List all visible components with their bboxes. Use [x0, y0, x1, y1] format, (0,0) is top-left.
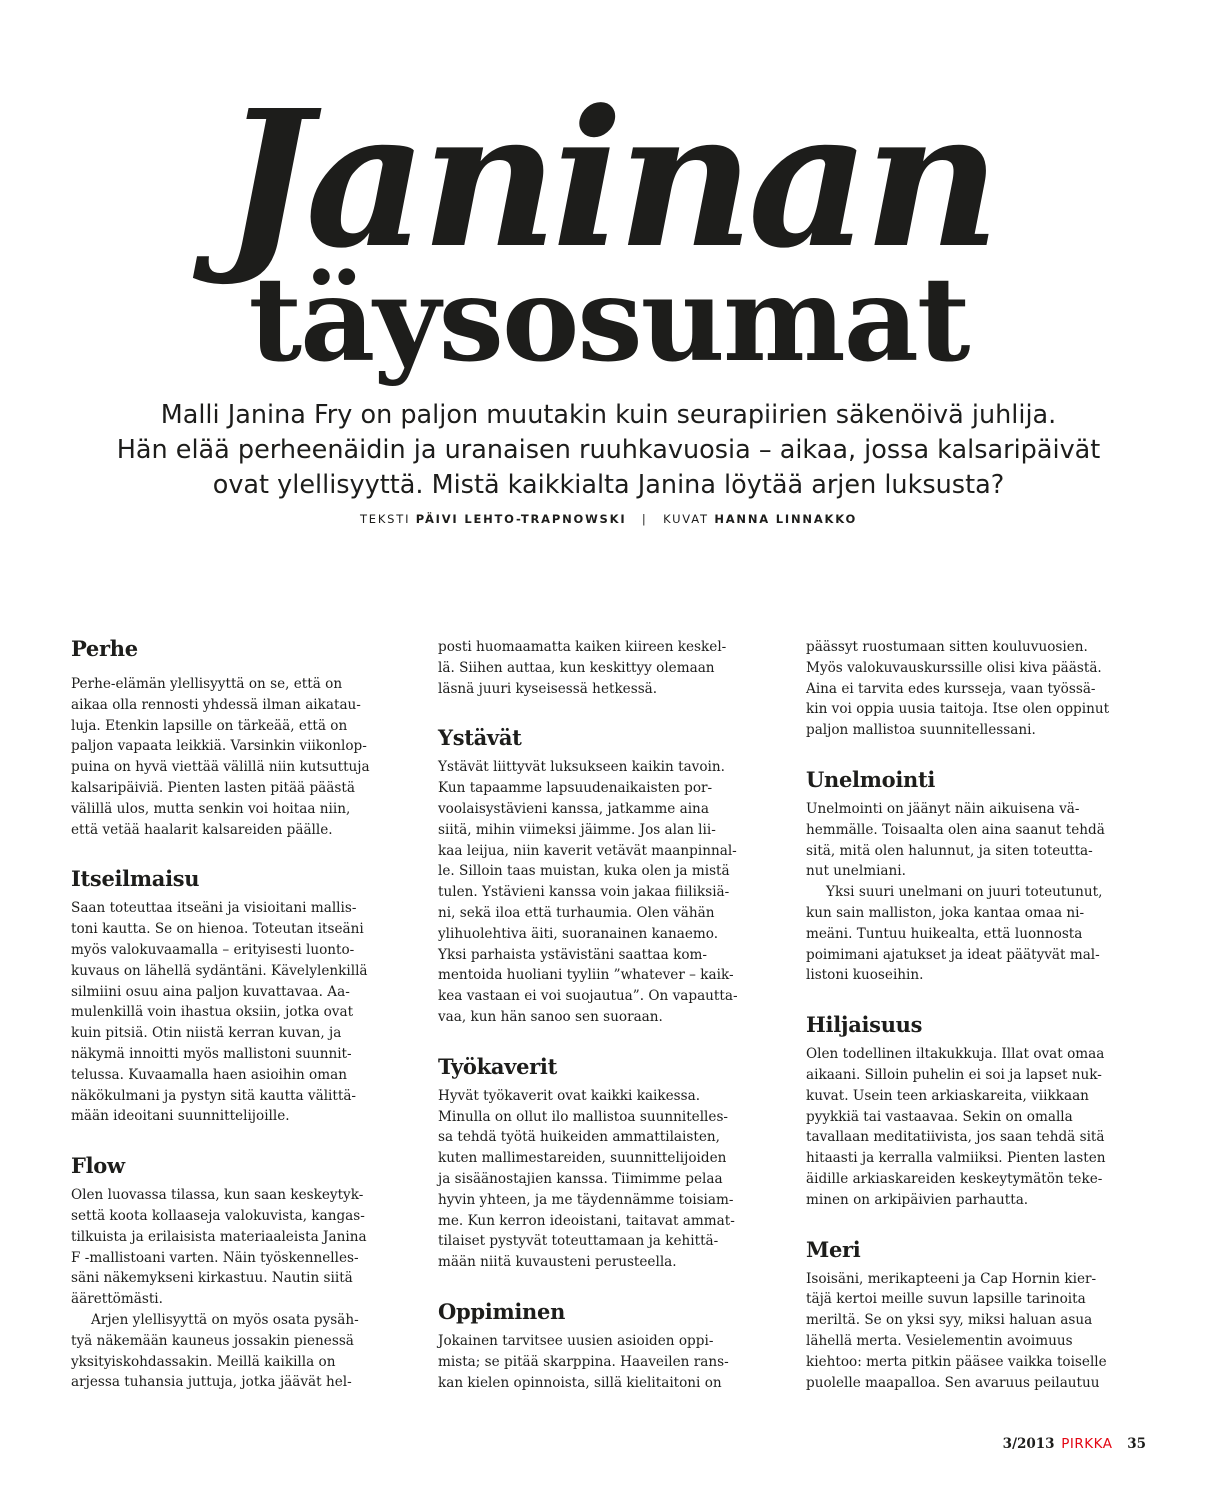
text-line: posti huomaamatta kaiken kiireen keskel-	[438, 639, 727, 655]
text-line: täjä kertoi meille suvun lapsille tarinoita	[806, 1291, 1086, 1308]
text-line: tilkuista ja erilaisista materiaaleista Janina	[71, 1228, 367, 1245]
text-line: puolelle maapalloa. Sen avaruus peilautuu	[806, 1374, 1100, 1391]
paragraph-itseilmaisu	[71, 898, 417, 1127]
text-line: Arjen ylellisyyttä on myös osata pysäh-	[91, 1311, 359, 1328]
text-line: kalsaripäiviä. Pienten lasten pitää päästä	[71, 779, 355, 796]
text-line: toni kautta. Se on hienoa. Toteutan itseäni	[71, 921, 364, 938]
text-line: mista; se pitää skarppina. Haaveilen rans-	[438, 1353, 729, 1370]
section-heading-unelmointi: Unelmointi	[806, 766, 936, 792]
text-line: silmiini osuu aina paljon kuvattavaa. Aa-	[71, 983, 350, 1000]
text-line: kuvat. Usein teen arkiaskareita, viikkaan	[806, 1087, 1089, 1104]
text-line: nut unelmiani.	[806, 863, 906, 880]
lead-line: Malli Janina Fry on paljon muutakin kuin seurapiirien säkenöivä juhlija.	[160, 400, 1057, 430]
text-line: puina on hyvä viettää välillä niin kutsuttuja	[71, 759, 370, 776]
text-line: näkymä innoitti myös mallistoni suunnit-	[71, 1045, 352, 1062]
page-footer	[1003, 1436, 1146, 1452]
text-line: pyykkiä tai vastaavaa. Sekin on omalla	[806, 1108, 1073, 1125]
text-line: telussa. Kuvaamalla haen asioihin oman	[71, 1066, 347, 1083]
text-line: ja sisäänostajien kanssa. Tiimimme pelaa	[438, 1170, 723, 1187]
text-line: mään niitä kuvausteni perusteella.	[438, 1254, 677, 1271]
text-line: Isoisäni, merikapteeni ja Cap Hornin kier-	[806, 1270, 1097, 1287]
text-line: Perhe-elämän ylellisyyttä on se, että on	[71, 676, 343, 692]
text-line: kiehtoo: merta pitkin pääsee vaikka toiselle	[806, 1353, 1107, 1370]
text-line: välillä ulos, mutta senkin voi hoitaa niin,	[71, 800, 351, 817]
text-line: kun sain malliston, joka kantaa omaa ni-	[806, 904, 1085, 921]
text-line: meäni. Tuntuu huikealta, että luonnosta	[806, 925, 1083, 942]
text-line: Yksi suuri unelmani on juuri toteutunut,	[826, 884, 1103, 901]
text-line: kan kielen opinnoista, sillä kielitaitoni on	[438, 1374, 722, 1391]
text-line: aikaa olla rennosti yhdessä ilman aikatau-	[71, 696, 361, 713]
section-heading-itseilmaisu: Itseilmaisu	[71, 866, 200, 892]
text-line: mään ideoitani suunnittelijoille.	[71, 1108, 290, 1125]
paragraph-meri	[806, 1269, 1152, 1394]
text-line: läsnä juuri kyseisessä hetkessä.	[438, 680, 658, 697]
text-line: kuin pitsiä. Otin niistä kerran kuvan, ja	[71, 1025, 342, 1042]
byline	[0, 512, 1217, 526]
text-line: kaa leijua, niin kaverit vetävät maanpinnal-	[438, 842, 737, 859]
text-line: kuvaus on lähellä sydäntäni. Kävelylenkillä	[71, 962, 368, 979]
lead-line: Hän elää perheenäidin ja uranaisen ruuhkavuosia – aikaa, jossa kalsaripäivät	[116, 435, 1101, 465]
lead-line: ovat ylellisyyttä. Mistä kaikkialta Janina löytää arjen luksusta?	[212, 470, 1005, 500]
byline-photo-label: KUVAT	[663, 512, 709, 526]
text-line: hemmälle. Toisaalta olen aina saanut tehdä	[806, 821, 1105, 838]
text-line: Kun tapaamme lapsuudenaikaisten por-	[438, 780, 713, 797]
text-line: siitä, mihin viimeksi jäimme. Jos alan lii-	[438, 821, 716, 838]
text-line: Olen todellinen iltakukkuja. Illat ovat omaa	[806, 1046, 1105, 1063]
section-heading-ystavat: Ystävät	[438, 725, 522, 751]
text-line: le. Silloin taas muistan, kuka olen ja mistä	[438, 863, 730, 880]
section-heading-perhe: Perhe	[71, 636, 138, 661]
paragraph-hiljaisuus	[806, 1044, 1152, 1210]
byline-text-label: TEKSTI	[359, 512, 411, 526]
text-line: tilaiset pystyvät toteuttamaan ja kehittä-	[438, 1233, 719, 1250]
text-line: lä. Siihen auttaa, kun keskittyy olemaan	[438, 659, 715, 676]
text-line: Minulla on ollut ilo mallistoa suunnitelles-	[438, 1108, 729, 1125]
paragraph-flow-2-continued	[438, 637, 784, 699]
section-heading-flow: Flow	[71, 1153, 125, 1179]
column-1	[71, 634, 417, 1393]
text-line: tulen. Ystävieni kanssa voin jakaa fiiliksiä-	[438, 884, 730, 901]
byline-author: PÄIVI LEHTO-TRAPNOWSKI	[415, 512, 627, 526]
text-line: yksityiskohdassakin. Meillä kaikilla on	[71, 1353, 336, 1370]
paragraph-oppiminen-continued	[806, 637, 1152, 741]
column-2	[438, 637, 784, 1393]
text-line: kuten mallimestareiden, suunnittelijoiden	[438, 1150, 727, 1167]
section-heading-oppiminen: Oppiminen	[438, 1298, 566, 1324]
magazine-brand: PIRKKA	[1061, 1436, 1113, 1452]
paragraph-oppiminen	[438, 1331, 784, 1393]
text-line: tavallaan meditatiivista, jos saan tehdä sitä	[806, 1129, 1105, 1146]
paragraph-perhe	[71, 674, 417, 840]
title-line-1: Janinan	[222, 69, 995, 290]
text-line: Ystävät liittyvät luksukseen kaikin tavoin.	[438, 759, 725, 776]
text-line: minen on arkipäivien parhautta.	[806, 1191, 1029, 1208]
text-line: sa tehdä työtä huikeiden ammattilaisten,	[438, 1129, 720, 1146]
text-line: F -mallistoani varten. Näin työskennelles-	[71, 1249, 359, 1266]
title-line-2: täysosumat	[248, 252, 969, 388]
text-line: Jokainen tarvitsee uusien asioiden oppi-	[438, 1332, 714, 1349]
text-line: ylihuolehtiva äiti, suoranainen kanaemo.	[438, 925, 719, 942]
text-line: myös valokuvaamalla – erityisesti luonto-	[71, 941, 355, 958]
paragraph-unelmointi-2	[806, 882, 1152, 986]
text-line: että vetää haalarit kalsareiden päälle.	[71, 821, 333, 838]
text-line: Aina ei tarvita edes kursseja, vaan työssä-	[806, 680, 1096, 697]
text-line: settä koota kollaaseja valokuvista, kangas-	[71, 1207, 365, 1224]
text-line: säni näkemykseni kirkastuu. Nautin siitä	[71, 1270, 353, 1287]
page-number: 35	[1127, 1436, 1146, 1452]
paragraph-ystavat	[438, 757, 784, 1027]
text-line: ni, sekä iloa että turhaumia. Olen vähän	[438, 904, 715, 921]
text-line: mulenkillä voin ihastua oksiin, jotka ovat	[71, 1004, 354, 1021]
byline-separator: |	[641, 512, 648, 526]
text-line: Myös valokuvauskurssille olisi kiva päästä.	[806, 659, 1102, 676]
column-3	[806, 637, 1152, 1393]
text-line: mentoida huoliani tyyliin ”whatever – kaik-	[438, 967, 734, 984]
text-line: äärettömästi.	[71, 1291, 163, 1308]
text-line: meriltä. Se on yksi syy, miksi haluan asua	[806, 1312, 1093, 1329]
text-line: hitaasti ja kerralla valmiiksi. Pienten lasten	[806, 1150, 1106, 1167]
text-line: listoni kuoseihin.	[806, 967, 924, 984]
byline-photographer: HANNA LINNAKKO	[714, 512, 858, 526]
paragraph-tyokaverit	[438, 1086, 784, 1273]
text-line: aikaani. Silloin puhelin ei soi ja lapset nuk-	[806, 1066, 1102, 1083]
lead-paragraph	[100, 398, 1117, 503]
text-line: paljon vapaata leikkiä. Varsinkin viikonlop-	[71, 738, 367, 755]
paragraph-unelmointi-1	[806, 799, 1152, 882]
text-line: poimimani ajatukset ja ideat päätyvät mal-	[806, 946, 1100, 963]
text-line: kin voi oppia uusia taitoja. Itse olen oppinut	[806, 701, 1110, 718]
text-line: luja. Etenkin lapsille on tärkeää, että on	[71, 717, 348, 734]
text-line: näkökulmani ja pystyn sitä kautta välittä-	[71, 1087, 357, 1104]
text-line: päässyt ruostumaan sitten kouluvuosien.	[806, 639, 1088, 655]
text-line: äidille arkiaskareiden keskeytymätön teke-	[806, 1170, 1103, 1187]
text-line: kea vastaan ei voi suojautua”. On vapautta-	[438, 988, 738, 1005]
paragraph-flow-1	[71, 1185, 417, 1310]
text-line: paljon mallistoa suunnitellessani.	[806, 722, 1036, 739]
text-line: arjessa tuhansia juttuja, jotka jäävät hel-	[71, 1374, 352, 1391]
text-line: Unelmointi on jäänyt näin aikuisena vä-	[806, 800, 1080, 817]
text-line: hyvin yhteen, ja me täydennämme toisiam-	[438, 1191, 734, 1208]
text-line: sitä, mitä olen halunnut, ja siten toteutta-	[806, 842, 1093, 859]
text-line: me. Kun kerron ideoistani, taitavat ammat-	[438, 1212, 735, 1229]
section-heading-hiljaisuus: Hiljaisuus	[806, 1012, 923, 1038]
text-line: voolaisystävieni kanssa, jatkamme aina	[438, 800, 709, 817]
text-line: Saan toteuttaa itseäni ja visioitani mallis-	[71, 900, 357, 917]
section-heading-tyokaverit: Työkaverit	[438, 1053, 557, 1079]
text-line: tyä näkemään kauneus jossakin pienessä	[71, 1332, 354, 1349]
text-line: Hyvät työkaverit ovat kaikki kaikessa.	[438, 1087, 701, 1104]
text-line: Yksi parhaista ystävistäni saattaa kom-	[438, 946, 707, 963]
paragraph-flow-2	[71, 1310, 417, 1393]
text-line: Olen luovassa tilassa, kun saan keskeytyk-	[71, 1187, 364, 1204]
issue-number: 3/2013	[1002, 1436, 1055, 1452]
text-line: vaa, kun hän sanoo sen suoraan.	[438, 1008, 663, 1025]
section-heading-meri: Meri	[806, 1236, 861, 1262]
text-line: lähellä merta. Vesielementin avoimuus	[806, 1332, 1073, 1349]
